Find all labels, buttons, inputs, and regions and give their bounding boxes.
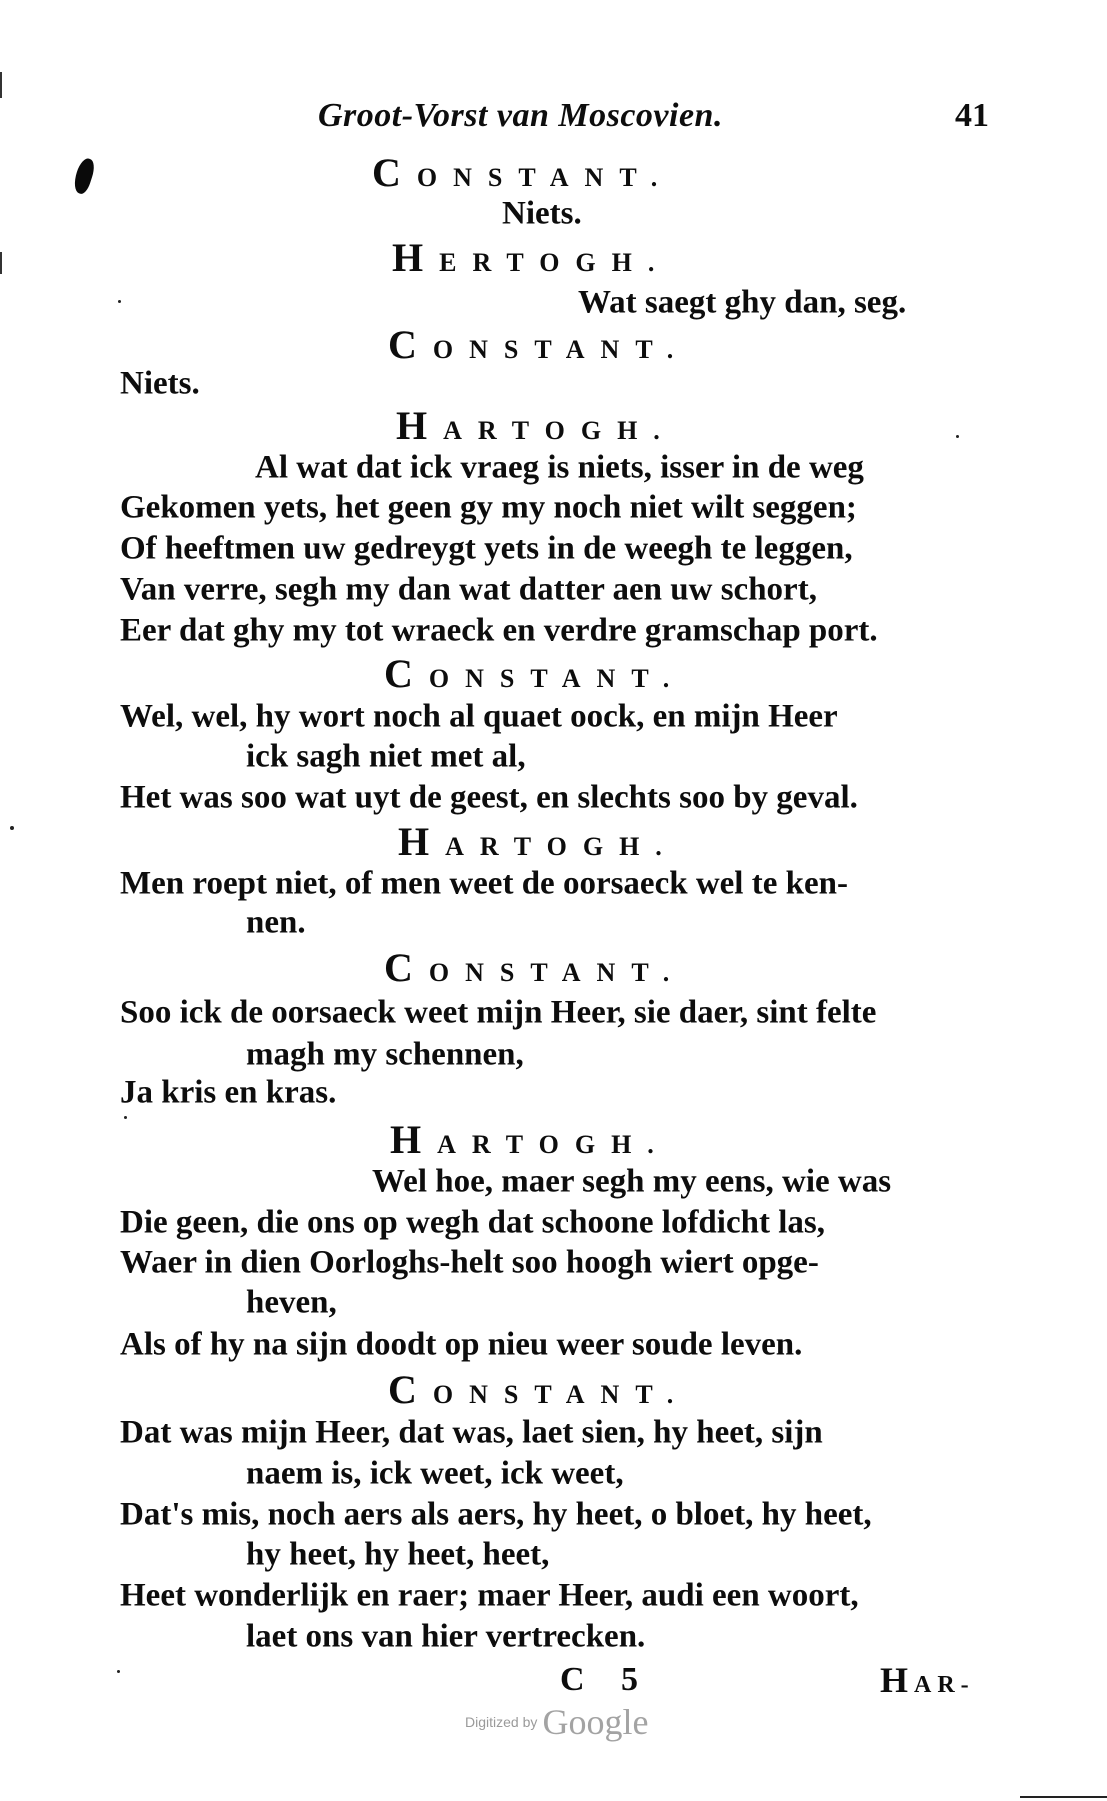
speaker-heading-hertogh: HERTOGH. <box>392 235 671 280</box>
verse-line-continuation: ick sagh niet met al, <box>246 738 526 775</box>
edge-rule <box>1020 1796 1107 1798</box>
page-number: 41 <box>955 97 989 134</box>
signature-mark: C 5 <box>560 1661 653 1698</box>
verse-line: Wel, wel, hy wort noch al quaet oock, en mijn Heer <box>120 698 838 735</box>
verse-line: Gekomen yets, het geen gy my noch niet wilt seggen; <box>120 489 857 526</box>
speaker-heading-constant: CONSTANT. <box>384 651 686 696</box>
ink-blot <box>71 156 97 195</box>
speck <box>117 1670 120 1673</box>
verse-line: Ja kris en kras. <box>120 1074 337 1111</box>
verse-line-continuation: laet ons van hier vertrecken. <box>246 1618 646 1655</box>
verse-line-continuation: magh my schennen, <box>246 1036 524 1073</box>
speck <box>956 435 959 438</box>
verse-line: Men roept niet, of men weet de oorsaeck wel te ken- <box>120 865 848 902</box>
verse-line: Of heeftmen uw gedreygt yets in de weegh te leggen, <box>120 530 853 567</box>
google-logo: Google <box>542 1702 649 1742</box>
catchword: HAR- <box>880 1660 975 1700</box>
verse-line-continuation: nen. <box>246 904 306 941</box>
verse-line-continuation: hy heet, hy heet, heet, <box>246 1536 550 1573</box>
edge-mark <box>0 252 2 274</box>
speaker-heading-constant: CONSTANT. <box>388 1367 690 1412</box>
verse-line: Soo ick de oorsaeck weet mijn Heer, sie daer, sint felte <box>120 994 877 1031</box>
verse-line: Dat was mijn Heer, dat was, laet sien, hy heet, sijn <box>120 1414 823 1451</box>
speck <box>124 1116 127 1119</box>
speaker-heading-hartogh: HARTOGH. <box>398 819 678 864</box>
verse-line: Niets. <box>502 195 582 232</box>
speaker-heading-hartogh: HARTOGH. <box>396 403 676 448</box>
edge-mark <box>0 72 2 98</box>
verse-line: Die geen, die ons op wegh dat schoone lofdicht las, <box>120 1204 825 1241</box>
speaker-heading-constant: CONSTANT. <box>372 150 674 195</box>
verse-line: Niets. <box>120 365 200 402</box>
verse-line: Wel hoe, maer segh my eens, wie was <box>372 1163 892 1200</box>
verse-line: Waer in dien Oorloghs-helt soo hoogh wiert opge- <box>120 1244 819 1281</box>
speaker-heading-hartogh: HARTOGH. <box>390 1117 670 1162</box>
running-head: Groot-Vorst van Moscovien. <box>318 97 723 134</box>
verse-line: Het was soo wat uyt de geest, en slechts soo by geval. <box>120 779 858 816</box>
verse-line: Al wat dat ick vraeg is niets, isser in de weg <box>255 449 864 486</box>
speaker-heading-constant: CONSTANT. <box>388 322 690 367</box>
verse-line: Als of hy na sijn doodt op nieu weer soude leven. <box>120 1326 803 1363</box>
verse-line-continuation: naem is, ick weet, ick weet, <box>246 1455 624 1492</box>
verse-line: Heet wonderlijk en raer; maer Heer, audi een woort, <box>120 1577 859 1614</box>
speaker-heading-constant: CONSTANT. <box>384 945 686 990</box>
speck <box>118 300 121 303</box>
verse-line: Eer dat ghy my tot wraeck en verdre gramschap port. <box>120 612 878 649</box>
verse-line: Dat's mis, noch aers als aers, hy heet, o bloet, hy heet, <box>120 1496 872 1533</box>
verse-line: Wat saegt ghy dan, seg. <box>578 284 907 321</box>
speck <box>10 826 14 830</box>
digitized-watermark: Digitized by Google <box>465 1702 649 1742</box>
verse-line: Van verre, segh my dan wat datter aen uw schort, <box>120 571 817 608</box>
verse-line-continuation: heven, <box>246 1284 337 1321</box>
